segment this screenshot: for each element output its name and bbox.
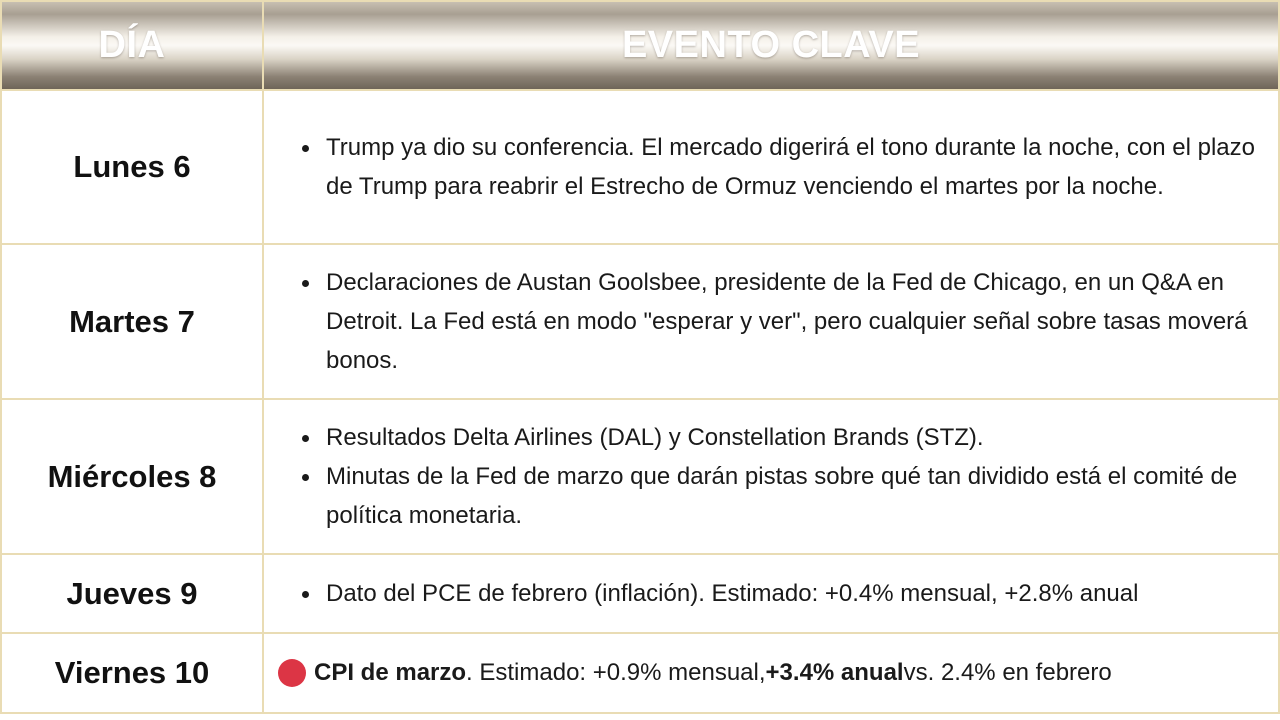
header-event-cell <box>262 0 1280 91</box>
day-label: Miércoles 8 <box>47 458 217 494</box>
event-cell <box>262 89 1280 245</box>
header-event-label: EVENTO CLAVE <box>621 24 921 66</box>
event-list <box>264 263 1278 380</box>
event-cell <box>262 553 1280 634</box>
table-row <box>0 398 1280 555</box>
header-day-label: DÍA <box>98 24 166 66</box>
cpi-title: CPI de marzo <box>314 659 467 686</box>
event-list <box>264 418 1278 535</box>
day-cell <box>0 398 264 555</box>
day-cell <box>0 89 264 245</box>
event-item: Dato del PCE de febrero (inflación). Estimado: +0.4% mensual, +2.8% anual <box>326 574 1158 613</box>
cpi-highlight: +3.4% anual <box>765 659 904 686</box>
cpi-event <box>264 659 1112 687</box>
event-cell <box>262 632 1280 714</box>
table-row <box>0 632 1280 714</box>
red-circle-icon <box>278 659 306 687</box>
day-label: Martes 7 <box>69 303 195 339</box>
header-day-cell <box>0 0 264 91</box>
event-cell <box>262 398 1280 555</box>
day-label: Jueves 9 <box>66 575 198 611</box>
cpi-text-part2: vs. 2.4% en febrero <box>903 659 1112 686</box>
table-row <box>0 243 1280 400</box>
table-header-row <box>0 0 1280 91</box>
event-item: Trump ya dio su conferencia. El mercado digerirá el tono durante la noche, con el plazo de Trump para reabrir el Estrecho de Ormuz venciendo el martes por la noche. <box>326 128 1278 206</box>
event-list <box>264 128 1278 206</box>
event-item: Declaraciones de Austan Goolsbee, presidente de la Fed de Chicago, en un Q&A en Detroit. La Fed está en modo "esperar y ver", pero cualquier señal sobre tasas moverá bonos. <box>326 263 1278 380</box>
day-label: Lunes 6 <box>73 149 191 184</box>
event-item: Resultados Delta Airlines (DAL) y Constellation Brands (STZ). <box>326 418 1278 457</box>
day-label: Viernes 10 <box>54 655 210 690</box>
table-row <box>0 553 1280 634</box>
event-list <box>264 574 1158 613</box>
cpi-text-part1: . Estimado: +0.9% mensual, <box>466 659 766 686</box>
event-cell <box>262 243 1280 400</box>
day-cell <box>0 632 264 714</box>
event-item: Minutas de la Fed de marzo que darán pistas sobre qué tan dividido está el comité de política monetaria. <box>326 457 1278 535</box>
day-cell <box>0 243 264 400</box>
day-cell <box>0 553 264 634</box>
table-row <box>0 89 1280 245</box>
